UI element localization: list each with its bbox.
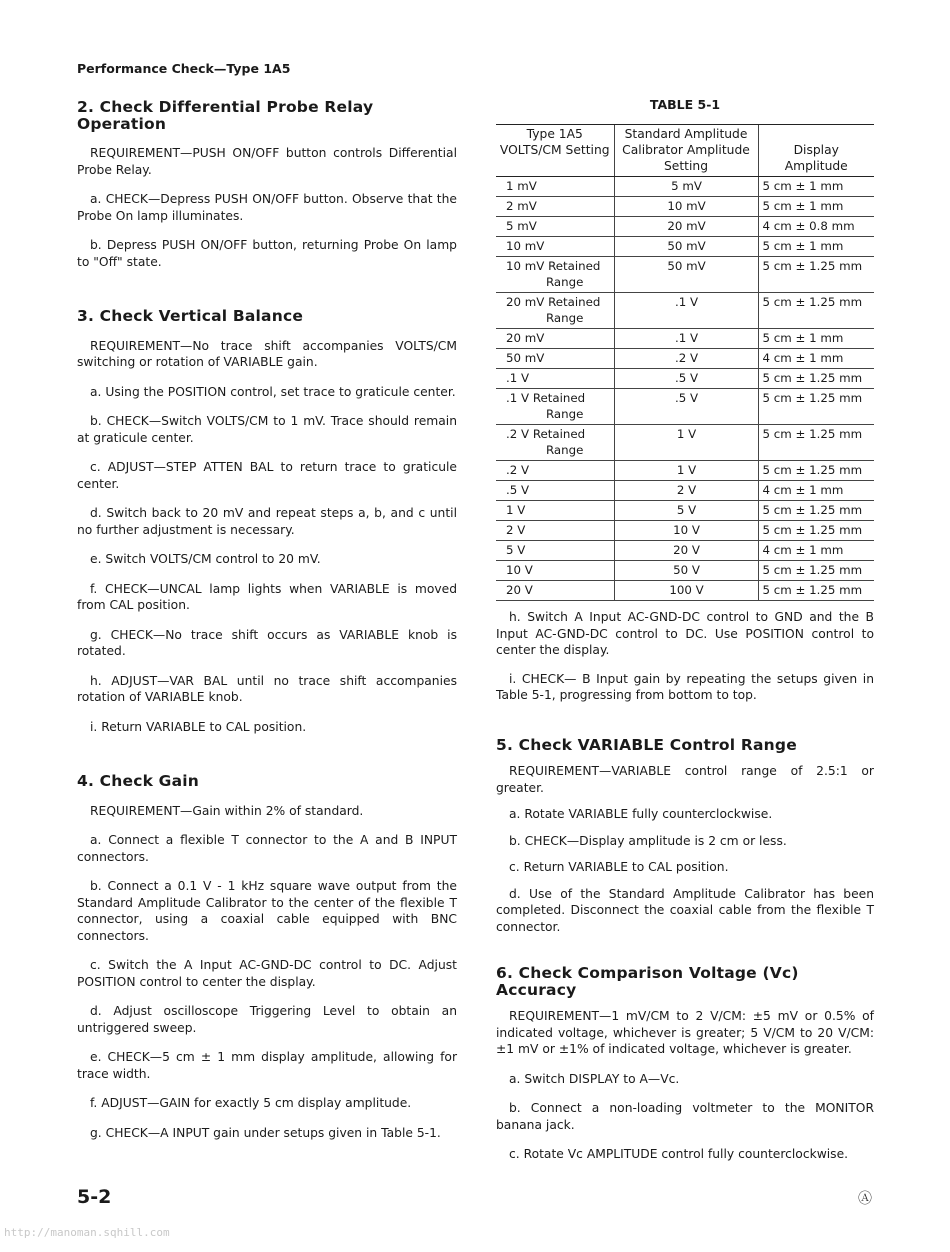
section-6-title: 6. Check Comparison Voltage (Vc) Accuracy — [496, 964, 799, 999]
table-row — [496, 501, 874, 521]
cell-calibrator: 50 V — [614, 561, 758, 581]
table-row — [496, 197, 874, 217]
s4-step-a: a. Connect a flexible T connector to the A and B INPUT connectors. — [77, 833, 457, 864]
left-column — [77, 99, 457, 1141]
table-row — [496, 329, 874, 349]
s4-step-f: f. ADJUST—GAIN for exactly 5 cm display amplitude. — [90, 1096, 412, 1110]
cell-volts-cm: 1 mV — [496, 177, 614, 197]
cell-calibrator: 100 V — [614, 581, 758, 601]
cell-calibrator: 50 mV — [614, 257, 758, 293]
s4-step-c: c. Switch the A Input AC-GND-DC control to DC. Adjust POSITION control to center the display. — [77, 958, 457, 989]
s6-step-c: c. Rotate Vc AMPLITUDE control fully counterclockwise. — [509, 1147, 849, 1161]
cell-volts-cm: 2 mV — [496, 197, 614, 217]
cell-calibrator: 5 V — [614, 501, 758, 521]
s5-step-b: b. CHECK—Display amplitude is 2 cm or less. — [509, 833, 787, 848]
s4-step-d: d. Adjust oscilloscope Triggering Level to obtain an untriggered sweep. — [77, 1004, 457, 1035]
cell-display: 5 cm ± 1.25 mm — [758, 521, 874, 541]
table-row — [496, 389, 874, 425]
s5-step-c: c. Return VARIABLE to CAL position. — [509, 860, 729, 874]
s6-step-b: b. Connect a non-loading voltmeter to the MONITOR banana jack. — [496, 1101, 874, 1132]
cell-display: 4 cm ± 1 mm — [758, 349, 874, 369]
s5-step-d: d. Use of the Standard Amplitude Calibrator has been completed. Disconnect the coaxial cable from the flexible T connector. — [496, 886, 874, 934]
cell-calibrator: .5 V — [614, 389, 758, 425]
table-row — [496, 521, 874, 541]
cell-calibrator: 1 V — [614, 425, 758, 461]
cell-display: 4 cm ± 1 mm — [758, 541, 874, 561]
cell-display: 5 cm ± 1 mm — [758, 329, 874, 349]
cell-volts-cm: 5 V — [496, 541, 614, 561]
cell-volts-cm: 10 mV — [496, 237, 614, 257]
cell-display: 5 cm ± 1 mm — [758, 237, 874, 257]
cell-calibrator: 10 mV — [614, 197, 758, 217]
cell-calibrator: 50 mV — [614, 237, 758, 257]
s3-step-f: f. CHECK—UNCAL lamp lights when VARIABLE is moved from CAL position. — [77, 581, 457, 612]
s3-step-a: a. Using the POSITION control, set trace to graticule center. — [90, 384, 456, 399]
cell-calibrator: 2 V — [614, 481, 758, 501]
s3-step-h: h. ADJUST—VAR BAL until no trace shift accompanies rotation of VARIABLE knob. — [77, 673, 457, 704]
s4-step-g: g. CHECK—A INPUT gain under setups given in Table 5-1. — [90, 1125, 441, 1140]
cell-display: 5 cm ± 1.25 mm — [758, 581, 874, 601]
s3-requirement: REQUIREMENT—No trace shift accompanies VOLTS/CM switching or rotation of VARIABLE gain. — [77, 338, 457, 369]
cell-display: 5 cm ± 1.25 mm — [758, 425, 874, 461]
table-row — [496, 581, 874, 601]
step-i: i. CHECK— B Input gain by repeating the setups given in Table 5-1, progressing from bottom to top. — [496, 671, 874, 702]
s3-step-b: b. CHECK—Switch VOLTS/CM to 1 mV. Trace should remain at graticule center. — [77, 414, 457, 445]
table-row — [496, 177, 874, 197]
cell-volts-cm: 20 mV — [496, 329, 614, 349]
cell-display: 5 cm ± 1.25 mm — [758, 389, 874, 425]
section-4-title: 4. Check Gain — [77, 772, 200, 790]
header-volts-cm: Type 1A5 VOLTS/CM Setting — [496, 125, 614, 177]
s3-step-i: i. Return VARIABLE to CAL position. — [90, 719, 307, 734]
cell-display: 4 cm ± 0.8 mm — [758, 217, 874, 237]
s4-requirement: REQUIREMENT—Gain within 2% of standard. — [90, 803, 364, 818]
cell-calibrator: 10 V — [614, 521, 758, 541]
table-row — [496, 425, 874, 461]
watermark: http://manoman.sqhill.com — [4, 1226, 170, 1239]
revision-mark-icon: Ⓐ — [858, 1191, 872, 1207]
step-h: h. Switch A Input AC-GND-DC control to GND and the B Input AC-GND-DC control to DC. Use POSITION control to center the display. — [496, 610, 874, 657]
cell-calibrator: .1 V — [614, 293, 758, 329]
cell-calibrator: 20 V — [614, 541, 758, 561]
table-row — [496, 293, 874, 329]
cell-volts-cm: 20 V — [496, 581, 614, 601]
cell-display: 5 cm ± 1.25 mm — [758, 369, 874, 389]
cell-volts-cm: 10 mV Retained Range — [496, 257, 614, 293]
table-row — [496, 461, 874, 481]
s6-requirement: REQUIREMENT—1 mV/CM to 2 V/CM: ±5 mV or 0.5% of indicated voltage, whichever is greater; 5 V/CM to 20 V/CM: ±1 mV or ±1% of indicated voltage, whichever is greater. — [496, 1009, 874, 1056]
table-5-1 — [496, 125, 874, 601]
cell-volts-cm: .1 V — [496, 369, 614, 389]
cell-volts-cm: 50 mV — [496, 349, 614, 369]
s4-step-e: e. CHECK—5 cm ± 1 mm display amplitude, allowing for trace width. — [77, 1050, 457, 1081]
table-body — [496, 177, 874, 601]
s5-step-a: a. Rotate VARIABLE fully counterclockwise. — [509, 807, 773, 821]
cell-volts-cm: .5 V — [496, 481, 614, 501]
page-number: 5-2 — [77, 1186, 112, 1208]
cell-volts-cm: .2 V Retained Range — [496, 425, 614, 461]
s2-step-b: b. Depress PUSH ON/OFF button, returning Probe On lamp to "Off" state. — [77, 238, 457, 269]
section-2-title: 2. Check Differential Probe Relay Operation — [77, 98, 374, 133]
cell-volts-cm: 5 mV — [496, 217, 614, 237]
table-row — [496, 369, 874, 389]
cell-volts-cm: .2 V — [496, 461, 614, 481]
table-row — [496, 481, 874, 501]
cell-volts-cm: 10 V — [496, 561, 614, 581]
s3-step-d: d. Switch back to 20 mV and repeat steps a, b, and c until no further adjustment is necessary. — [77, 506, 457, 537]
s6-step-a: a. Switch DISPLAY to A—Vc. — [509, 1071, 680, 1086]
cell-calibrator: 20 mV — [614, 217, 758, 237]
cell-volts-cm: .1 V Retained Range — [496, 389, 614, 425]
s3-step-c: c. ADJUST—STEP ATTEN BAL to return trace to graticule center. — [77, 460, 457, 491]
cell-calibrator: 1 V — [614, 461, 758, 481]
cell-volts-cm: 2 V — [496, 521, 614, 541]
table-row — [496, 237, 874, 257]
right-column — [496, 609, 874, 1163]
cell-display: 5 cm ± 1 mm — [758, 197, 874, 217]
cell-display: 5 cm ± 1 mm — [758, 177, 874, 197]
cell-display: 4 cm ± 1 mm — [758, 481, 874, 501]
section-3-title: 3. Check Vertical Balance — [77, 307, 304, 325]
table-row — [496, 217, 874, 237]
section-5-title: 5. Check VARIABLE Control Range — [496, 735, 797, 754]
table-row — [496, 349, 874, 369]
header-calibrator: Standard Amplitude Calibrator Amplitude Setting — [614, 125, 758, 177]
cell-volts-cm: 20 mV Retained Range — [496, 293, 614, 329]
cell-calibrator: .5 V — [614, 369, 758, 389]
s4-step-b: b. Connect a 0.1 V - 1 kHz square wave output from the Standard Amplitude Calibrator to the center of the flexible T connector, using a coaxial cable equipped with BNC connectors. — [77, 879, 457, 943]
s2-step-a: a. CHECK—Depress PUSH ON/OFF button. Observe that the Probe On lamp illuminates. — [77, 192, 457, 223]
cell-display: 5 cm ± 1.25 mm — [758, 561, 874, 581]
cell-display: 5 cm ± 1.25 mm — [758, 293, 874, 329]
table-header-row — [496, 125, 874, 177]
s3-step-g: g. CHECK—No trace shift occurs as VARIABLE knob is rotated. — [77, 627, 457, 658]
cell-calibrator: .1 V — [614, 329, 758, 349]
table-row — [496, 561, 874, 581]
s5-requirement: REQUIREMENT—VARIABLE control range of 2.5:1 or greater. — [496, 764, 874, 795]
cell-display: 5 cm ± 1.25 mm — [758, 501, 874, 521]
s3-step-e: e. Switch VOLTS/CM control to 20 mV. — [90, 552, 321, 566]
cell-calibrator: 5 mV — [614, 177, 758, 197]
cell-display: 5 cm ± 1.25 mm — [758, 461, 874, 481]
cell-volts-cm: 1 V — [496, 501, 614, 521]
table-row — [496, 257, 874, 293]
table-row — [496, 541, 874, 561]
table-title: TABLE 5-1 — [649, 97, 721, 112]
cell-display: 5 cm ± 1.25 mm — [758, 257, 874, 293]
cell-calibrator: .2 V — [614, 349, 758, 369]
running-header: Performance Check—Type 1A5 — [77, 61, 291, 76]
s2-requirement: REQUIREMENT—PUSH ON/OFF button controls Differential Probe Relay. — [77, 146, 457, 177]
header-display: Display Amplitude — [758, 125, 874, 177]
